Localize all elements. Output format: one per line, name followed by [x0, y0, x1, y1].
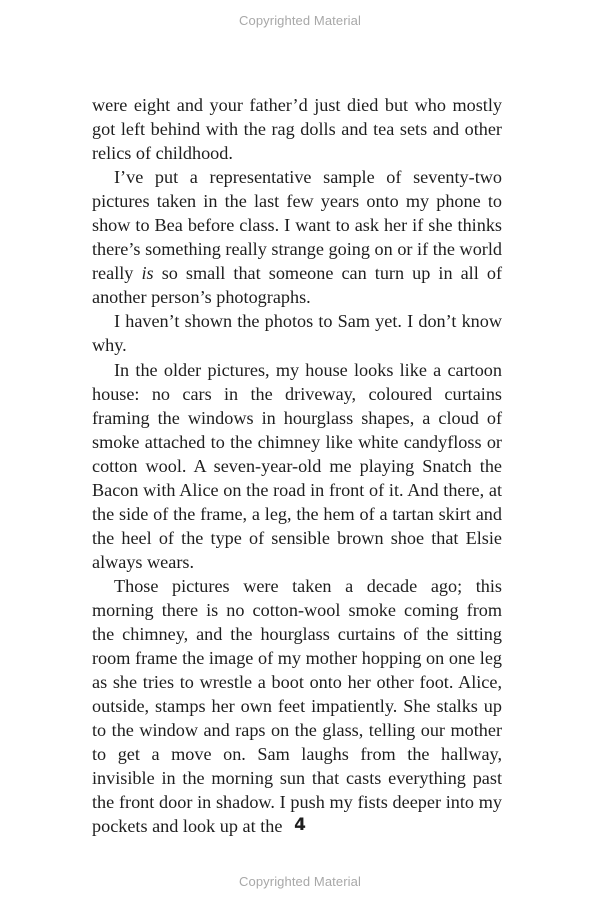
paragraph-text: so small that someone can turn up in all of another person’s photographs. [92, 263, 503, 308]
copyright-watermark-bottom: Copyrighted Material [239, 874, 361, 889]
page-body-text [92, 93, 502, 838]
paragraph-text: I’ve put a representative sample of seventy-two pictures taken in the last few years onto my phone to show to Bea before class. I want to ask her if she thinks there’s something really strange going on or if the world really [92, 167, 502, 284]
paragraph: Those pictures were taken a decade ago; this morning there is no cotton-wool smoke coming from the chimney, and the hourglass curtains of the sitting room frame the image of my mother hopping on one leg as she tries to wrestle a boot onto her other foot. Alice, outside, stamps her own feet impatiently. She stalks up to the window and raps on the glass, telling our mother to get a move on. Sam laughs from the hallway, invisible in the morning sun that casts everything past the front door in shadow. I push my fists deeper into my pockets and look up at the [92, 575, 502, 837]
copyright-watermark-top: Copyrighted Material [239, 13, 361, 28]
paragraph [92, 165, 502, 309]
page-number: 4 [294, 815, 306, 835]
paragraph: I haven’t shown the photos to Sam yet. I don’t know why. [92, 311, 502, 356]
emphasized-word: is [141, 263, 154, 284]
paragraph: In the older pictures, my house looks like a cartoon house: no cars in the driveway, coloured curtains framing the windows in hourglass shapes, a cloud of smoke attached to the chimney like white candyfloss or cotton wool. A seven-year-old me playing Snatch the Bacon with Alice on the road in front of it. And there, at the side of the frame, a leg, the hem of a tartan skirt and the heel of the type of sensible brown shoe that Elsie always wears. [92, 359, 502, 572]
paragraph-continued: were eight and your father’d just died but who mostly got left behind with the rag dolls and tea sets and other relics of childhood. [92, 95, 502, 164]
